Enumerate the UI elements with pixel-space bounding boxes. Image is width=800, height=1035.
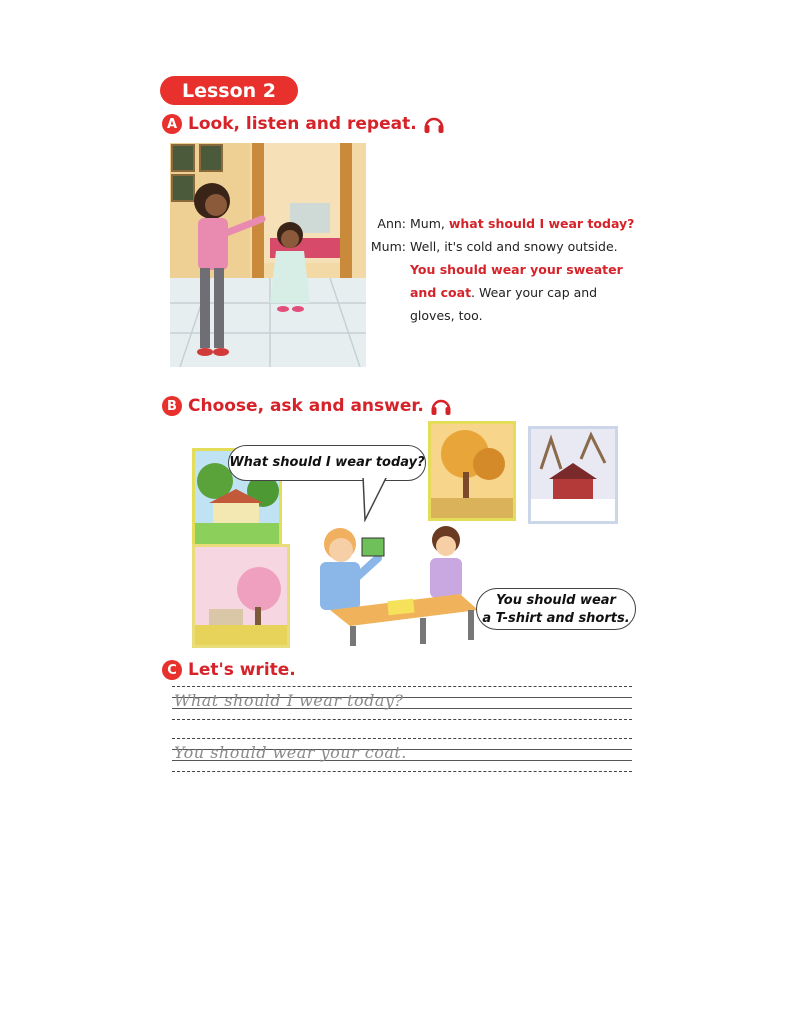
dialogue-line [368,212,643,235]
speaker-label: Mum: [370,239,406,254]
question-bubble-tail [355,476,395,522]
scene-illustration-mother-daughter [170,143,366,367]
dialogue-highlight: what should I wear today? [448,216,635,231]
dialogue-text: Well, it's cold and snowy outside. [410,239,618,254]
dialogue-highlight: and coat [410,285,472,300]
section-c-title: Let's write. [188,660,296,680]
speaker-label: Ann: [377,216,406,231]
dialogue-line [368,304,643,327]
question-speech-bubble [228,445,426,481]
section-a-letter: A [162,114,182,134]
writing-line-2[interactable] [172,738,632,772]
question-bubble-text: What should I wear today? [229,455,425,470]
section-b-title: Choose, ask and answer. [188,396,424,416]
dialogue-text: gloves, too. [410,308,483,323]
section-a-heading [162,114,445,134]
answer-bubble-line: a T-shirt and shorts. [482,611,630,626]
children-at-table-illustration [300,518,500,646]
speaker-label [368,258,410,281]
section-c-letter: C [162,660,182,680]
speaker-label [368,281,410,304]
dialogue-line [368,235,643,258]
headphone-icon[interactable] [423,114,445,134]
dialogue-text: . Wear your cap and [471,285,598,300]
answer-speech-bubble [476,588,636,630]
speaker-label [368,304,410,327]
section-a-title: Look, listen and repeat. [188,114,417,134]
traced-sentence: You should wear your coat. [174,743,407,762]
dialogue-box [368,212,643,327]
section-b-heading [162,396,452,416]
winter-snow-house-picture[interactable] [528,426,618,524]
spring-blossom-picture[interactable] [192,544,290,648]
dialogue-highlight: You should wear your sweater [410,262,623,277]
traced-sentence: What should I wear today? [174,691,404,710]
dialogue-line [368,258,643,281]
autumn-tree-picture[interactable] [428,421,516,521]
section-b-letter: B [162,396,182,416]
lesson-title-badge: Lesson 2 [160,76,298,105]
dialogue-text: Mum, [410,216,449,231]
writing-line-1[interactable] [172,686,632,720]
headphone-icon[interactable] [430,396,452,416]
section-c-heading [162,660,296,680]
answer-bubble-line: You should wear [496,593,616,608]
dialogue-line [368,281,643,304]
